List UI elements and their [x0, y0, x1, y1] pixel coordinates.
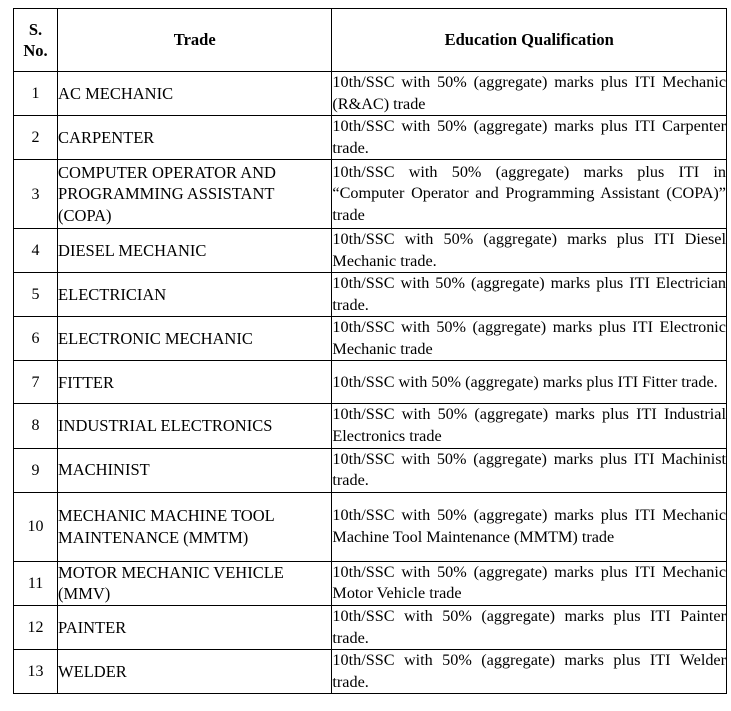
cell-education-qualification: [332, 273, 727, 317]
table-header-row: [14, 9, 727, 72]
table-row: [14, 561, 727, 606]
cell-education-qualification: [332, 448, 727, 492]
cell-education-qualification: [332, 229, 727, 273]
education-qualification-text: 10th/SSC with 50% (aggregate) marks plus ITI Painter trade.: [332, 607, 726, 647]
cell-trade-name: DIESEL MECHANIC: [58, 229, 332, 273]
table-header: [14, 9, 727, 72]
cell-education-qualification: [332, 561, 727, 606]
cell-education-qualification: [332, 650, 727, 694]
cell-education-qualification: [332, 492, 727, 561]
cell-serial-number: 12: [14, 606, 58, 650]
education-qualification-text: 10th/SSC with 50% (aggregate) marks plus ITI Welder trade.: [332, 651, 726, 691]
education-qualification-text: 10th/SSC with 50% (aggregate) marks plus ITI in “Computer Operator and Programming Assistant (COPA)” trade: [332, 162, 726, 224]
cell-serial-number: 5: [14, 273, 58, 317]
education-qualification-text: 10th/SSC with 50% (aggregate) marks plus ITI Carpenter trade.: [332, 117, 726, 157]
education-qualification-text: 10th/SSC with 50% (aggregate) marks plus ITI Electronic Mechanic trade: [332, 318, 726, 358]
cell-serial-number: 9: [14, 448, 58, 492]
cell-trade-name: FITTER: [58, 361, 332, 404]
cell-trade-name: PAINTER: [58, 606, 332, 650]
cell-serial-number: 13: [14, 650, 58, 694]
cell-serial-number: 8: [14, 404, 58, 448]
column-header-education-qualification: Education Qualification: [332, 9, 727, 72]
cell-serial-number: 7: [14, 361, 58, 404]
table-row: [14, 116, 727, 160]
cell-serial-number: 11: [14, 561, 58, 606]
table-row: [14, 361, 727, 404]
table-row: [14, 650, 727, 694]
table-row: [14, 492, 727, 561]
trade-qualification-table: [13, 8, 727, 694]
cell-serial-number: 2: [14, 116, 58, 160]
education-qualification-text: 10th/SSC with 50% (aggregate) marks plus ITI Mechanic Motor Vehicle trade: [332, 562, 726, 603]
column-header-trade: Trade: [58, 9, 332, 72]
cell-trade-name: AC MECHANIC: [58, 72, 332, 116]
cell-trade-name: ELECTRICIAN: [58, 273, 332, 317]
cell-serial-number: 1: [14, 72, 58, 116]
table-row: [14, 160, 727, 229]
cell-trade-name: CARPENTER: [58, 116, 332, 160]
education-qualification-text: 10th/SSC with 50% (aggregate) marks plus ITI Electrician trade.: [332, 274, 726, 314]
cell-serial-number: 3: [14, 160, 58, 229]
education-qualification-text: 10th/SSC with 50% (aggregate) marks plus ITI Industrial Electronics trade: [332, 405, 726, 446]
table-row: [14, 229, 727, 273]
cell-serial-number: 4: [14, 229, 58, 273]
cell-education-qualification: [332, 361, 727, 404]
cell-education-qualification: [332, 404, 727, 448]
cell-trade-name: INDUSTRIAL ELECTRONICS: [58, 404, 332, 448]
cell-trade-name: MACHINIST: [58, 448, 332, 492]
education-qualification-text: 10th/SSC with 50% (aggregate) marks plus ITI Mechanic Machine Tool Maintenance (MMTM) trade: [332, 506, 726, 546]
table-row: [14, 273, 727, 317]
education-qualification-text: 10th/SSC with 50% (aggregate) marks plus ITI Machinist trade.: [332, 449, 726, 490]
cell-education-qualification: [332, 317, 727, 361]
cell-serial-number: 6: [14, 317, 58, 361]
cell-trade-name: MOTOR MECHANIC VEHICLE (MMV): [58, 561, 332, 606]
table-row: [14, 606, 727, 650]
column-header-serial-number: [14, 9, 58, 72]
table-body: [14, 72, 727, 694]
cell-education-qualification: [332, 72, 727, 116]
cell-trade-name: ELECTRONIC MECHANIC: [58, 317, 332, 361]
column-header-serial-number-line2: No.: [23, 41, 48, 60]
cell-trade-name: WELDER: [58, 650, 332, 694]
table-row: [14, 317, 727, 361]
cell-trade-name: COMPUTER OPERATOR AND PROGRAMMING ASSISTANT (COPA): [58, 160, 332, 229]
cell-education-qualification: [332, 606, 727, 650]
table-row: [14, 404, 727, 448]
table-row: [14, 448, 727, 492]
education-qualification-text: 10th/SSC with 50% (aggregate) marks plus ITI Fitter trade.: [332, 372, 718, 391]
column-header-serial-number-line1: S.: [28, 19, 43, 39]
education-qualification-text: 10th/SSC with 50% (aggregate) marks plus ITI Mechanic (R&AC) trade: [332, 73, 726, 113]
education-qualification-text: 10th/SSC with 50% (aggregate) marks plus ITI Diesel Mechanic trade.: [332, 230, 726, 270]
cell-serial-number: 10: [14, 492, 58, 561]
cell-trade-name: MECHANIC MACHINE TOOL MAINTENANCE (MMTM): [58, 492, 332, 561]
cell-education-qualification: [332, 160, 727, 229]
cell-education-qualification: [332, 116, 727, 160]
table-row: [14, 72, 727, 116]
